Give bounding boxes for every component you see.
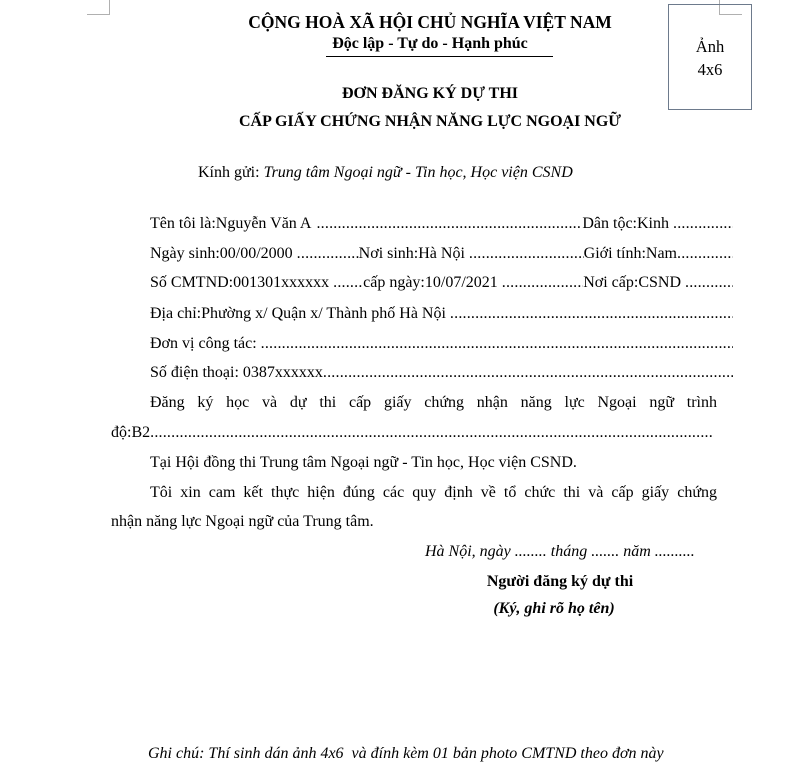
page-corner-mark-left	[87, 0, 110, 15]
dotted-leader	[333, 274, 363, 292]
photo-placeholder-box	[668, 4, 752, 110]
signer-note: (Ký, ghi rõ họ tên)	[493, 600, 615, 617]
recipient-line	[198, 164, 573, 182]
recipient-value: Trung tâm Ngoại ngữ - Tin học, Học viện CSND	[263, 164, 573, 181]
phone-value: 0387xxxxxx	[242, 364, 323, 381]
photo-label: Ảnh	[695, 37, 725, 56]
address-value: Phường x/ Quận x/ Thành phố Hà Nội	[201, 305, 446, 322]
commitment-line-2: nhận năng lực Ngoại ngữ của Trung tâm.	[111, 513, 374, 530]
photo-size: 4x6	[697, 60, 723, 79]
workplace-label: Đơn vị công tác:	[150, 335, 257, 352]
workplace-row	[150, 335, 733, 355]
id-value: 001301xxxxxx	[233, 274, 330, 291]
ethnicity-label: Dân tộc:	[582, 215, 637, 232]
form-subtitle: CẤP GIẤY CHỨNG NHẬN NĂNG LỰC NGOẠI NGỮ	[238, 113, 622, 130]
name-label: Tên tôi là:	[150, 215, 216, 232]
dotted-leader	[261, 335, 733, 353]
dotted-leader	[323, 364, 733, 382]
dotted-leader	[150, 424, 714, 442]
footer-note: Ghi chú: Thí sinh dán ảnh 4x6 và đính kèm 01 bản photo CMTND theo đơn này	[148, 745, 664, 762]
register-level-row	[111, 424, 714, 444]
motto-underline	[326, 56, 553, 57]
national-title: CỘNG HOÀ XÃ HỘI CHỦ NGHĨA VIỆT NAM	[248, 12, 612, 32]
phone-label: Số điện thoại:	[150, 364, 243, 381]
gender-value: Nam	[645, 245, 677, 262]
dotted-leader	[685, 274, 733, 292]
name-row	[150, 215, 733, 235]
register-level-label: độ:	[111, 424, 132, 441]
motto: Độc lập - Tự do - Hạnh phúc	[332, 35, 528, 52]
gender-label: Giới tính:	[583, 245, 646, 262]
issue-date-value: 10/07/2021	[424, 274, 498, 291]
register-line-1: Đăng ký học và dự thi cấp giấy chứng nhận năng lực Ngoại ngữ trình	[150, 394, 717, 411]
address-row	[150, 305, 733, 325]
phone-row	[150, 364, 733, 384]
birthplace-label: Nơi sinh:	[358, 245, 419, 262]
dotted-leader	[673, 215, 733, 233]
dob-value: 00/00/2000	[219, 245, 293, 262]
issue-place-value: CSND	[638, 274, 681, 291]
birthplace-value: Hà Nội	[418, 245, 465, 262]
issue-date-label: cấp ngày:	[363, 274, 425, 291]
council-line: Tại Hội đồng thi Trung tâm Ngoại ngữ - Tin học, Học viện CSND.	[150, 454, 577, 471]
dotted-leader	[677, 245, 733, 263]
issue-place-label: Nơi cấp:	[583, 274, 639, 291]
dotted-leader	[450, 305, 733, 323]
birth-row	[150, 245, 733, 265]
id-label: Số CMTND:	[150, 274, 234, 291]
signer-title: Người đăng ký dự thi	[486, 573, 634, 590]
dotted-leader	[469, 245, 584, 263]
address-label: Địa chỉ:	[150, 305, 202, 322]
dotted-leader	[502, 274, 583, 292]
commitment-line-1: Tôi xin cam kết thực hiện đúng các quy định về tổ chức thi và cấp giấy chứng	[150, 484, 717, 501]
dotted-leader	[316, 215, 582, 233]
id-row	[150, 274, 733, 294]
date-place-line: Hà Nội, ngày ........ tháng ....... năm ..........	[425, 543, 695, 560]
name-value: Nguyễn Văn A	[215, 215, 312, 232]
dob-label: Ngày sinh:	[150, 245, 220, 262]
form-title: ĐƠN ĐĂNG KÝ DỰ THI	[341, 85, 518, 102]
register-level-value: B2	[131, 424, 151, 441]
ethnicity-value: Kinh	[637, 215, 669, 232]
dotted-leader	[297, 245, 359, 263]
recipient-label: Kính gửi:	[198, 164, 264, 181]
